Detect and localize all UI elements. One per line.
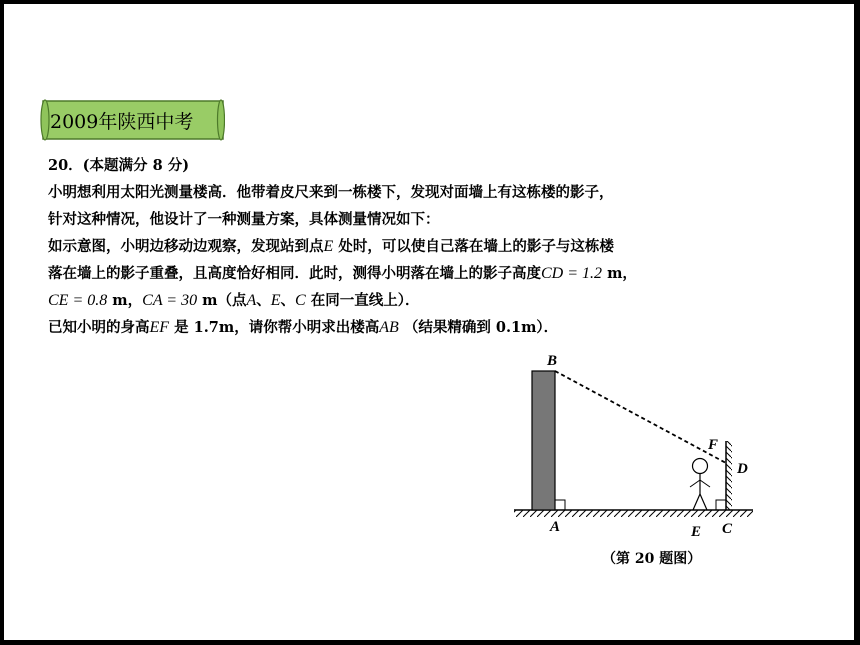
line5-unit-1: m， <box>107 292 143 309</box>
wall-hatch <box>726 441 732 510</box>
building <box>532 371 555 510</box>
line6-mid: 是 1.7m，请你帮小明求出楼高 <box>169 319 380 336</box>
figure-caption: （第 20 题图） <box>602 551 702 567</box>
slide <box>4 4 854 640</box>
banner-title: 2009年陕西中考 <box>50 111 194 133</box>
person-leg-left <box>693 494 700 510</box>
line4-unit: m， <box>602 265 637 282</box>
sep: 、 <box>280 292 296 309</box>
var-ab: AB <box>379 319 399 336</box>
person-leg-right <box>700 494 707 510</box>
label-b: B <box>547 353 558 369</box>
problem-text <box>48 152 768 341</box>
problem-line-4 <box>48 260 768 287</box>
person-head <box>693 459 708 474</box>
line3-text: 如示意图，小明边移动边观察，发现站到点 <box>48 238 324 255</box>
line6-text: 已知小明的身高 <box>48 319 150 336</box>
label-a: A <box>550 519 561 535</box>
var-ef: EF <box>149 319 170 336</box>
title-banner <box>40 95 225 142</box>
person-arm-left <box>690 480 700 487</box>
problem-line-5 <box>48 287 768 314</box>
line4-text: 落在墙上的影子重叠，且高度恰好相同．此时，测得小明落在墙上的影子高度 <box>48 265 541 282</box>
var-a: A <box>246 292 257 309</box>
sun-ray <box>555 371 726 463</box>
problem-line-1: 小明想利用太阳光测量楼高．他带着皮尺来到一栋楼下，发现对面墙上有这栋楼的影子， <box>48 184 614 201</box>
line5-end: 在同一直线上）． <box>305 292 420 309</box>
label-e: E <box>691 524 702 540</box>
line6-end: （结果精确到 0.1m）． <box>398 319 559 336</box>
sep: 、 <box>256 292 271 309</box>
right-angle-c <box>716 500 726 510</box>
var-e: E <box>323 238 334 255</box>
math-ca: CA = 30 <box>142 292 198 309</box>
geometry-figure <box>509 349 759 574</box>
right-angle-a <box>555 500 565 510</box>
var-e2: E <box>270 292 281 309</box>
problem-header: 20．(本题满分 8 分) <box>48 157 190 174</box>
line3-rest: 处时，可以使自己落在墙上的影子与这栋楼 <box>333 238 614 255</box>
problem-line-3 <box>48 233 768 260</box>
label-d: D <box>737 461 748 477</box>
math-ce: CE = 0.8 <box>48 292 108 309</box>
problem-line-6 <box>48 314 768 341</box>
problem-line-2: 针对这种情况，他设计了一种测量方案，具体测量情况如下： <box>48 211 440 228</box>
var-c: C <box>295 292 306 309</box>
label-c: C <box>722 521 733 537</box>
math-cd: CD = 1.2 <box>541 265 603 282</box>
label-f: F <box>708 437 719 453</box>
person-arm-right <box>700 480 710 487</box>
line5-rest: m（点 <box>197 292 247 309</box>
ground-hatch <box>514 510 753 517</box>
